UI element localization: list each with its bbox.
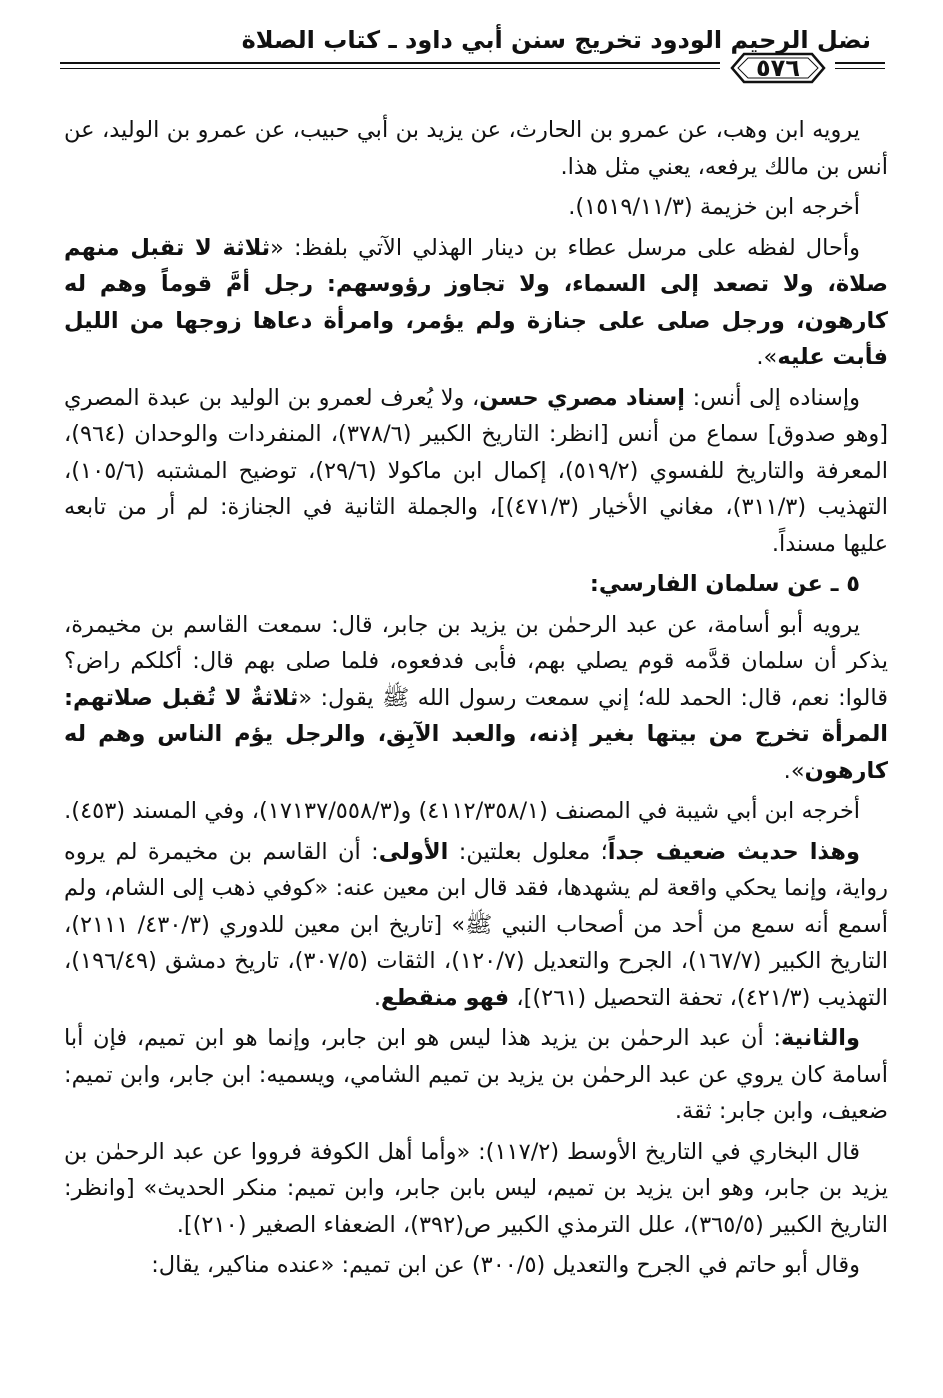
text-run: أخرجه ابن خزيمة (١٥١٩/١١/٣).	[568, 194, 860, 220]
text-paragraph	[64, 380, 888, 563]
text-run: وأحال لفظه على مرسل عطاء بن دينار الهذلي الآتي بلفظ: «	[270, 234, 860, 261]
text-paragraph	[64, 607, 888, 790]
running-header-title: نضل الرحيم الودود تخريج سنن أبي داود ـ كتاب الصلاة	[241, 26, 871, 54]
text-paragraph	[64, 834, 888, 1017]
page-number: ٥٧٦	[756, 54, 800, 82]
text-run: ، ولا يُعرف لعمرو بن الوليد بن عبدة المصري [وهو صدوق] سماع من أنس [انظر: التاريخ الكبير (٣٧٨/٦)، المنفردات والوحدان (٩٦٤)، المعرفة والتاريخ للفسوي (٥١٩/٢)، إكمال ابن ماكولا (٢٩/٦)، توضيح المشتبه (١٠٥/٦)، التهذيب (٣١١/٣)، مغاني الأخيار (٤٧١/٣)]، والجملة الثانية في الجنازة: لم أر من تابعه عليها مسنداً.	[64, 384, 888, 557]
section-heading	[64, 566, 888, 603]
bold-text-run: ثلاثة لا تقبل منهم صلاة، ولا تصعد إلى السماء، ولا تجاوز رؤوسهم: رجل أمَّ قوماً وهم له كارهون، ورجل صلى على جنازة ولم يؤمر، وامرأة دعاها زوجها من الليل فأبت عليه	[64, 234, 888, 370]
text-paragraph	[64, 230, 888, 376]
text-run: .	[373, 984, 382, 1011]
text-paragraph	[64, 1020, 888, 1130]
text-run: ؛ معلول بعلتين:	[448, 838, 608, 865]
bold-text-run: فهو منقطع	[381, 984, 510, 1011]
text-paragraph	[64, 793, 888, 830]
header-rule-right-thin	[835, 68, 885, 69]
text-run: ».	[783, 757, 805, 784]
text-run: يرويه أبو أسامة، عن عبد الرحمٰن بن يزيد بن جابر، قال: سمعت القاسم بن مخيمرة، يذكر أن سلمان قدَّمه قوم يصلي بهم، فأبى فدفعوه، فلما صلى بهم قال: أكلكم راض؟ قالوا: نعم، قال: الحمد لله؛ إني سمعت رسول الله ﷺ يقول: «	[64, 611, 889, 711]
text-paragraph	[64, 1247, 888, 1284]
bold-text-run: إسناد مصري حسن	[479, 384, 686, 411]
text-run: وإسناده إلى أنس:	[685, 384, 860, 411]
header-rule-right	[835, 62, 885, 64]
text-paragraph	[64, 189, 888, 226]
text-run: وقال أبو حاتم في الجرح والتعديل (٣٠٠/٥) عن ابن تميم: «عنده مناكير، يقال:	[151, 1252, 860, 1278]
bold-text-run: ثلاثةٌ لا تُقبل صلاتهم: المرأة تخرج من بيتها بغير إذنه، والعبد الآبِق، والرجل يؤم الناس وهم له كارهون	[64, 684, 888, 784]
header-rule-left	[60, 62, 720, 64]
text-run: ».	[756, 344, 778, 370]
header-rule-left-thin	[60, 68, 720, 69]
text-paragraph	[64, 1134, 888, 1244]
bold-text-run: وهذا حديث ضعيف جداً	[607, 838, 860, 865]
text-run: يرويه ابن وهب، عن عمرو بن الحارث، عن يزيد بن أبي حبيب، عن عمرو بن الوليد، عن أنس بن مالك يرفعه، يعني مثل هذا.	[64, 117, 888, 180]
text-run: : أن عبد الرحمٰن بن يزيد هذا ليس هو ابن جابر، وإنما هو ابن تميم، فإن أبا أسامة كان يروي عن عبد الرحمٰن بن يزيد بن تميم الشامي، ويسميه: ابن جابر، وابن تميم: ضعيف، وابن جابر: ثقة.	[64, 1025, 888, 1124]
text-run: أخرجه ابن أبي شيبة في المصنف (٤١١٢/٣٥٨/١) و(١٧١٣٧/٥٥٨/٣)، وفي المسند (٤٥٣).	[64, 798, 860, 824]
text-run: : أن القاسم بن مخيمرة لم يروه رواية، وإنما يحكي واقعة لم يشهدها، فقد قال ابن معين عنه: «كوفي ذهب إلى الشام، ولم أسمع أنه سمع من أحد من أصحاب النبي ﷺ» [تاريخ ابن معين للدوري (٤٣٠/٣/ ٢١١١)، التاريخ الكبير (١٦٧/٧)، الجرح والتعديل (١٢٠/٧)، الثقات (٣٠٧/٥)، تاريخ دمشق (١٩٦/٤٩)، التهذيب (٤٢١/٣)، تحفة التحصيل (٢٦١)]،	[64, 838, 889, 1011]
page-number-badge	[722, 50, 834, 86]
main-text	[64, 112, 888, 1288]
bold-text-run: والثانية	[780, 1025, 860, 1051]
text-run: قال البخاري في التاريخ الأوسط (١١٧/٢): «وأما أهل الكوفة فرووا عن عبد الرحمٰن بن يزيد بن جابر، وهو ابن يزيد بن تميم، ليس بابن جابر، وابن تميم: منكر الحديث» [وانظر: التاريخ الكبير (٣٦٥/٥)، علل الترمذي الكبير ص(٣٩٢)، الضعفاء الصغير (٢١٠)].	[64, 1138, 888, 1238]
text-paragraph	[64, 112, 888, 185]
bold-text-run: الأولى	[378, 838, 449, 865]
bold-text-run: ٥ ـ عن سلمان الفارسي:	[589, 571, 860, 597]
